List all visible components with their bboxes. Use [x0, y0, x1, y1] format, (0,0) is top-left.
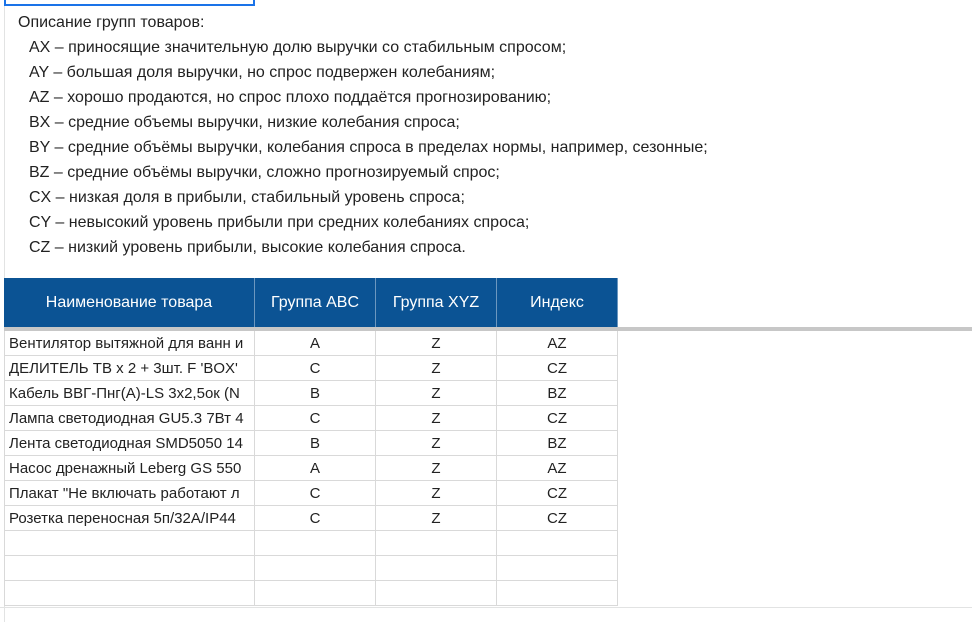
cell-group-xyz[interactable]: Z [376, 481, 497, 506]
cell-index[interactable]: BZ [497, 431, 618, 456]
description-item-ay[interactable]: AY – большая доля выручки, но спрос подвержен колебаниям; [29, 64, 496, 81]
header-group-xyz[interactable]: Группа XYZ [376, 278, 497, 327]
table-row [4, 481, 618, 506]
cell-group-xyz[interactable]: Z [376, 456, 497, 481]
cell-group-abc[interactable]: A [255, 331, 376, 356]
table-row [4, 456, 618, 481]
description-item-az[interactable]: AZ – хорошо продаются, но спрос плохо поддаётся прогнозированию; [29, 89, 552, 106]
cell-group-xyz[interactable]: Z [376, 431, 497, 456]
cell-group-xyz[interactable]: Z [376, 331, 497, 356]
cell-index[interactable] [497, 556, 618, 581]
cell-group-xyz[interactable] [376, 531, 497, 556]
cell-group-abc[interactable]: C [255, 506, 376, 531]
cell-group-xyz[interactable] [376, 556, 497, 581]
header-index[interactable]: Индекс [497, 278, 618, 327]
cell-product-name[interactable]: ДЕЛИТЕЛЬ ТВ х 2 + 3шт. F 'BOX' [4, 356, 255, 381]
sheet-bottom-edge [0, 607, 972, 608]
selected-cell-outline [4, 0, 255, 6]
table-row [4, 331, 618, 356]
cell-group-abc[interactable]: B [255, 431, 376, 456]
cell-index[interactable]: CZ [497, 506, 618, 531]
cell-group-abc[interactable]: B [255, 381, 376, 406]
header-product-name[interactable]: Наименование товара [4, 278, 255, 327]
cell-index[interactable]: CZ [497, 481, 618, 506]
cell-group-abc[interactable]: A [255, 456, 376, 481]
cell-index[interactable]: BZ [497, 381, 618, 406]
cell-group-xyz[interactable]: Z [376, 356, 497, 381]
cell-index[interactable]: CZ [497, 356, 618, 381]
cell-group-xyz[interactable]: Z [376, 381, 497, 406]
cell-group-xyz[interactable] [376, 581, 497, 606]
description-item-by[interactable]: BY – средние объёмы выручки, колебания спроса в пределах нормы, например, сезонные; [29, 139, 708, 156]
description-item-cy[interactable]: CY – невысокий уровень прибыли при средних колебаниях спроса; [29, 214, 530, 231]
description-block[interactable] [18, 10, 708, 260]
description-item-bz[interactable]: BZ – средние объёмы выручки, сложно прогнозируемый спрос; [29, 164, 500, 181]
cell-product-name[interactable] [4, 581, 255, 606]
cell-group-xyz[interactable]: Z [376, 506, 497, 531]
header-group-abc[interactable]: Группа ABC [255, 278, 376, 327]
cell-product-name[interactable] [4, 531, 255, 556]
cell-index[interactable]: AZ [497, 331, 618, 356]
table-row-empty [4, 581, 618, 606]
table-row [4, 381, 618, 406]
cell-index[interactable]: CZ [497, 406, 618, 431]
cell-group-abc[interactable] [255, 531, 376, 556]
cell-product-name[interactable]: Вентилятор вытяжной для ванн и [4, 331, 255, 356]
cell-index[interactable] [497, 581, 618, 606]
cell-group-abc[interactable]: C [255, 356, 376, 381]
cell-index[interactable]: AZ [497, 456, 618, 481]
table-row [4, 431, 618, 456]
cell-product-name[interactable] [4, 556, 255, 581]
table-row [4, 356, 618, 381]
cell-group-xyz[interactable]: Z [376, 406, 497, 431]
cell-group-abc[interactable] [255, 556, 376, 581]
table-row-empty [4, 556, 618, 581]
description-item-cz[interactable]: CZ – низкий уровень прибыли, высокие колебания спроса. [29, 239, 466, 256]
table-row [4, 406, 618, 431]
cell-product-name[interactable]: Кабель ВВГ-Пнг(А)-LS 3х2,5ок (N [4, 381, 255, 406]
table-row [4, 506, 618, 531]
cell-product-name[interactable]: Розетка переносная 5п/32А/IP44 [4, 506, 255, 531]
cell-group-abc[interactable]: C [255, 406, 376, 431]
cell-product-name[interactable]: Лампа светодиодная GU5.3 7Вт 4 [4, 406, 255, 431]
description-item-ax[interactable]: AX – приносящие значительную долю выручки со стабильным спросом; [29, 39, 567, 56]
cell-product-name[interactable]: Насос дренажный Leberg GS 550 [4, 456, 255, 481]
cell-product-name[interactable]: Плакат "Не включать работают л [4, 481, 255, 506]
description-item-bx[interactable]: BX – средние объемы выручки, низкие колебания спроса; [29, 114, 460, 131]
description-title[interactable]: Описание групп товаров: [18, 14, 205, 31]
table-row-empty [4, 531, 618, 556]
cell-group-abc[interactable] [255, 581, 376, 606]
cell-index[interactable] [497, 531, 618, 556]
cell-product-name[interactable]: Лента светодиодная SMD5050 14 [4, 431, 255, 456]
description-item-cx[interactable]: CX – низкая доля в прибыли, стабильный уровень спроса; [29, 189, 465, 206]
table-body [4, 331, 618, 606]
cell-group-abc[interactable]: C [255, 481, 376, 506]
